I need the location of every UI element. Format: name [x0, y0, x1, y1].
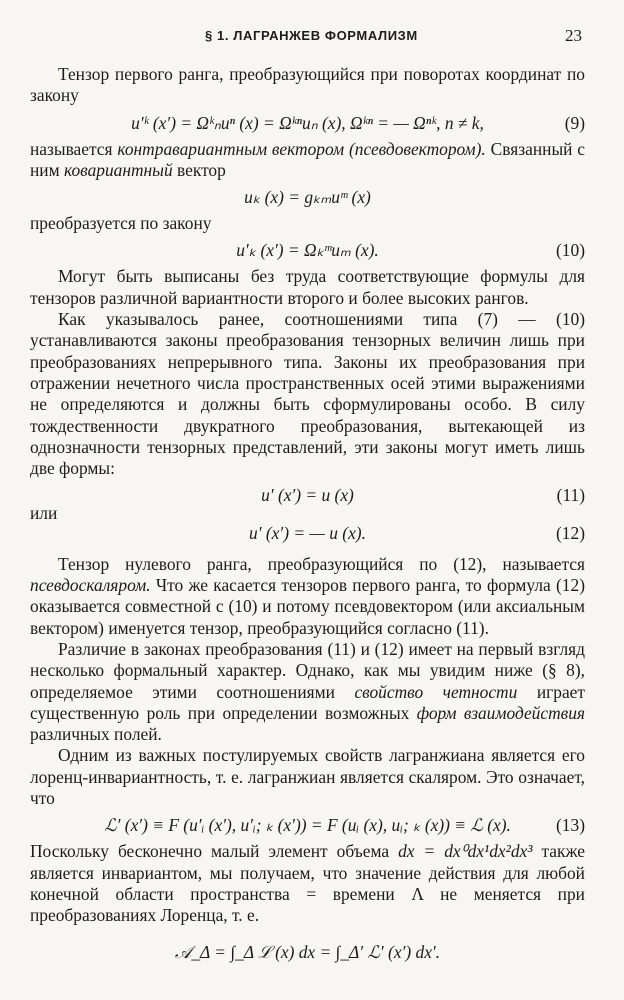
equation-body: u′ₖ (x′) = Ωₖᵐuₘ (x).: [236, 240, 379, 261]
italic-term: форм взаимодействия: [416, 702, 585, 723]
equation-number: (9): [564, 112, 585, 133]
text-run: Связанный с ним: [30, 138, 585, 180]
paragraph: преобразуется по закону: [30, 213, 212, 234]
paragraph: [30, 639, 585, 745]
italic-term: псевдоскаляром.: [30, 575, 151, 596]
equation-13: [30, 809, 585, 841]
text-run: называется: [30, 138, 113, 159]
paragraph: [30, 139, 585, 182]
text-run: Различие в законах преобразования (11) и (12) имеет на первый взгляд несколько формальный характер. Однако, как мы увидим ниже (§ 8), определяемое этими соотношениями: [30, 638, 585, 702]
equation-number: (11): [556, 485, 585, 506]
equation-9: [30, 107, 585, 139]
text-run: Тензор нулевого ранга, преобразующийся по (12), называется: [58, 553, 585, 574]
equation-body: 𝒜_Δ = ∫_Δ ℒ (x) dx = ∫_Δ′ ℒ′ (x′) dx′.: [174, 941, 441, 962]
paragraph: Могут быть выписаны без труда соответствующие формулы для тензоров различной вариантности второго и более высоких рангов.: [30, 266, 585, 308]
equation-11: [30, 479, 585, 511]
equation-covariant: [30, 181, 585, 213]
paragraph: Как указывалось ранее, соотношениями типа (7) — (10) устанавливаются законы преобразования тензорных величин лишь при преобразованиях непрерывного типа. Законы их преобразования при отражении нечетного числа пространственных осей этими выражениями не определяются и должны быть сформулированы особо. В силу тождественности двукратного преобразования, вытекающей из однозначности тензорных представлений, эти законы могут иметь лишь две формы:: [30, 309, 585, 479]
text-body: [30, 64, 585, 977]
equation-number: (12): [556, 522, 585, 543]
italic-term: свойство четности: [354, 681, 518, 702]
page-number: 23: [565, 26, 582, 45]
equation-body: u′ (x′) = — u (x).: [249, 522, 366, 543]
italic-term: контравариантным вектором (псевдовектором).: [117, 138, 486, 159]
paragraph: Тензор первого ранга, преобразующийся при поворотах координат по закону: [30, 64, 585, 106]
text-run: играет существенную роль при определении возможных: [30, 681, 585, 723]
running-header: [0, 26, 624, 50]
text-run: Поскольку бесконечно малый элемент объема: [30, 841, 390, 862]
paragraph: [30, 841, 585, 926]
equation-body: uₖ (x) = gₖₘuᵐ (x): [244, 187, 371, 208]
text-run: вектор: [177, 159, 226, 180]
text-run: также является инвариантом, мы получаем, что значение действия для любой конечной области пространства = времени Λ не меняется при преобразованиях Лоренца, т. е.: [30, 841, 585, 926]
connector-word: или: [30, 503, 58, 524]
text-run: различных полей.: [30, 724, 162, 745]
equation-12: [30, 517, 585, 549]
equation-action: [30, 927, 585, 977]
equation-body: ℒ′ (x′) ≡ F (u′ᵢ (x′), u′ᵢ; ₖ (x′)) = F (uᵢ (x), uᵢ; ₖ (x)) ≡ ℒ (x).: [104, 815, 511, 836]
paragraph: [30, 554, 585, 639]
equation-number: (10): [556, 240, 585, 261]
equation-body: u′ᵏ (x′) = Ωᵏₙuⁿ (x) = Ωᵏⁿuₙ (x), Ωᵏⁿ = — Ωⁿᵏ, n ≠ k,: [131, 112, 484, 133]
equation-10: [30, 234, 585, 266]
paragraph: Одним из важных постулируемых свойств лагранжиана является его лоренц-инвариантность, т. е. лагранжиан является скаляром. Это означает, что: [30, 745, 585, 809]
equation-body: u′ (x′) = u (x): [261, 485, 354, 506]
italic-term: dx = dx⁰dx¹dx²dx³: [398, 841, 533, 862]
italic-term: ковариантный: [63, 159, 173, 180]
equation-number: (13): [556, 815, 585, 836]
section-title: § 1. ЛАГРАНЖЕВ ФОРМАЛИЗМ: [205, 28, 418, 43]
text-run: Что же касается тензоров первого ранга, то формула (12) оказывается совместной с (10) и потому псевдовектором (или аксиальным вектором) именуется тензор, преобразующийся согласно (11).: [30, 575, 585, 638]
